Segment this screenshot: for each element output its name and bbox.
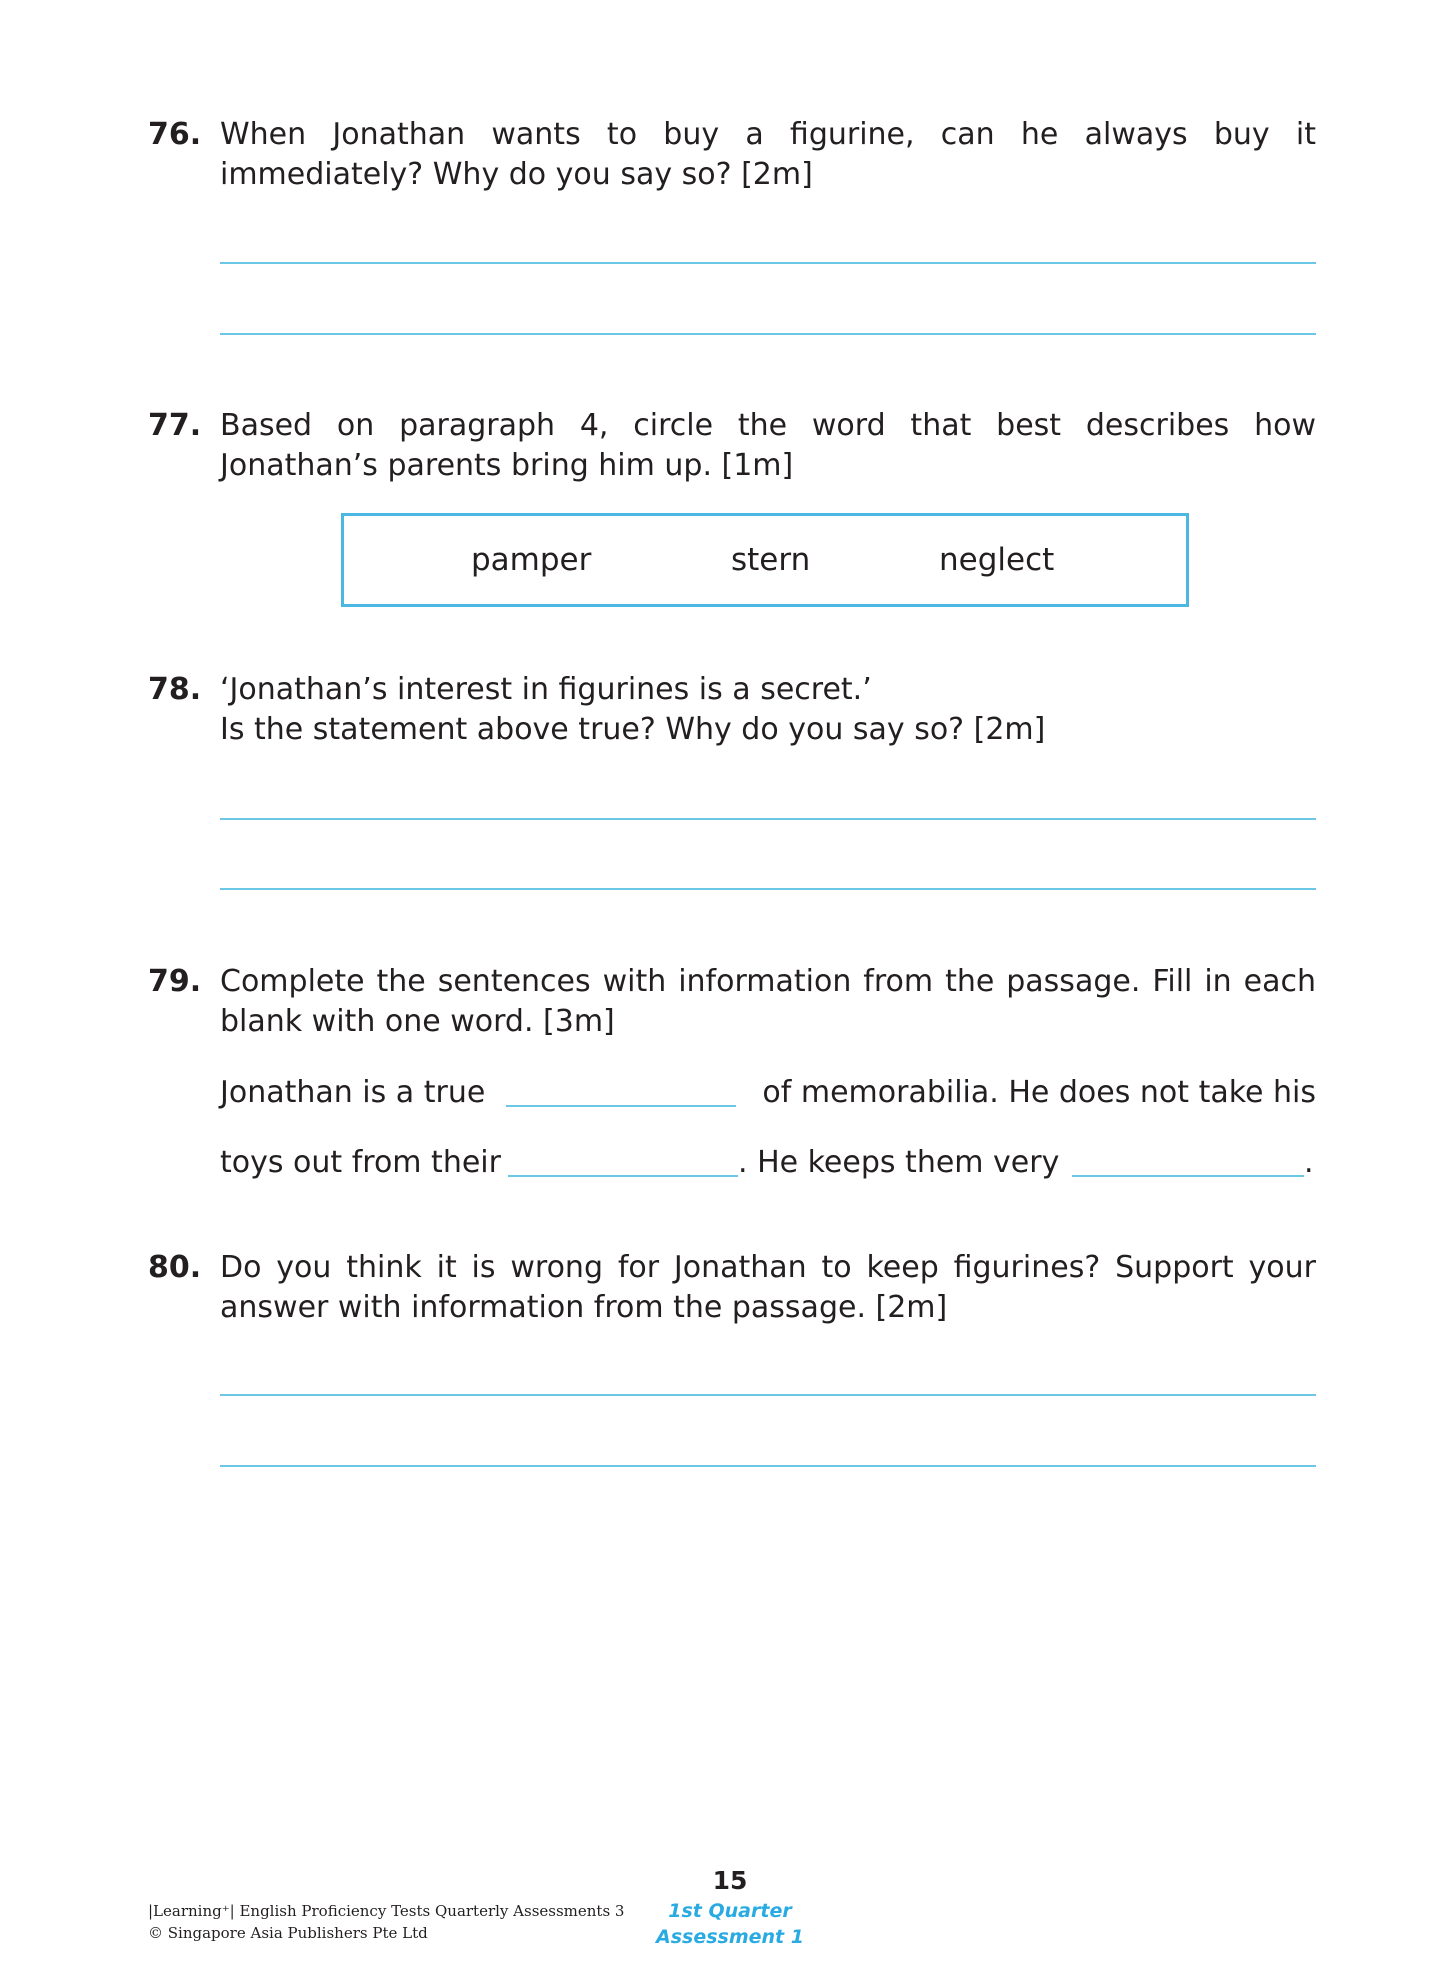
question-line: Jonathan’s parents bring him up. [1m]	[220, 448, 794, 483]
assessment-number-label: Assessment 1	[656, 1926, 804, 1948]
fill-text: .	[1304, 1145, 1314, 1180]
answer-line[interactable]	[220, 818, 1316, 820]
question-text	[220, 1248, 1316, 1328]
word-option-stern[interactable]: stern	[731, 542, 811, 578]
question-78	[148, 670, 1316, 750]
question-text	[220, 670, 1316, 750]
fill-blank-1[interactable]	[506, 1105, 736, 1107]
question-line: Based on paragraph 4, circle the word that best describes how	[220, 408, 1316, 443]
question-79	[148, 962, 1316, 1042]
quarter-label: 1st Quarter	[668, 1900, 792, 1922]
question-line: ‘Jonathan’s interest in figurines is a secret.’	[220, 672, 872, 707]
question-77	[148, 406, 1316, 486]
publisher-credit	[148, 1900, 624, 1944]
word-options-box	[341, 513, 1189, 607]
question-number: 76.	[148, 117, 202, 152]
fill-text: . He keeps them very	[738, 1145, 1060, 1180]
fill-text: toys out from their	[220, 1145, 501, 1180]
word-option-neglect[interactable]: neglect	[939, 542, 1055, 578]
question-line: Do you think it is wrong for Jonathan to keep figurines? Support your	[220, 1250, 1316, 1285]
question-text	[220, 115, 1316, 195]
fill-blank-2[interactable]	[508, 1175, 738, 1177]
question-76	[148, 115, 1316, 195]
question-number: 79.	[148, 964, 202, 999]
answer-line[interactable]	[220, 1465, 1316, 1467]
question-line: blank with one word. [3m]	[220, 1004, 615, 1039]
question-line: answer with information from the passage. [2m]	[220, 1290, 948, 1325]
question-text	[220, 406, 1316, 486]
question-line: immediately? Why do you say so? [2m]	[220, 157, 813, 192]
fill-text: Jonathan is a true	[220, 1075, 486, 1110]
question-line: Is the statement above true? Why do you say so? [2m]	[220, 712, 1046, 747]
assessment-label	[640, 1898, 820, 1950]
question-number: 80.	[148, 1250, 202, 1285]
answer-line[interactable]	[220, 1394, 1316, 1396]
question-line: When Jonathan wants to buy a figurine, can he always buy it	[220, 117, 1316, 152]
question-text	[220, 962, 1316, 1042]
fill-text: of memorabilia. He does not take his	[762, 1075, 1316, 1110]
question-number: 78.	[148, 672, 202, 707]
word-option-pamper[interactable]: pamper	[471, 542, 592, 578]
publisher-line: |Learning⁺| English Proficiency Tests Quarterly Assessments 3	[148, 1902, 625, 1920]
fill-blank-3[interactable]	[1072, 1175, 1304, 1177]
answer-line[interactable]	[220, 888, 1316, 890]
question-number: 77.	[148, 408, 202, 443]
question-80	[148, 1248, 1316, 1328]
page-number: 15	[712, 1866, 748, 1895]
question-line: Complete the sentences with information from the passage. Fill in each	[220, 964, 1316, 999]
answer-line[interactable]	[220, 262, 1316, 264]
publisher-line: © Singapore Asia Publishers Pte Ltd	[148, 1924, 428, 1942]
answer-line[interactable]	[220, 333, 1316, 335]
